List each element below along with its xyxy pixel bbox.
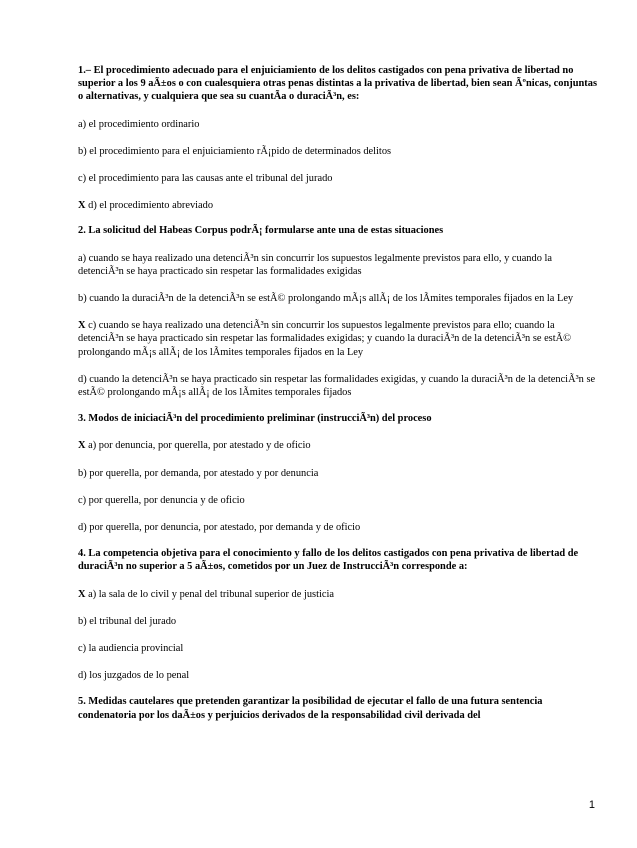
answer-option-text: a) la sala de lo civil y penal del tribunal superior de justicia — [88, 588, 334, 600]
answer-option-text: a) el procedimiento ordinario — [78, 118, 200, 130]
page-number: 1 — [588, 799, 595, 811]
question-text: 1.– El procedimiento adecuado para el enjuiciamiento de los delitos castigados con pena privativa de libertad no superior a los 9 aÃ±os o con cualesquiera otras penas distintas a la privativa de libertad, bien sean Ãºnicas, conjuntas o alternativas, y cualquiera que sea su cuantÃa o duraciÃ³n, es: — [78, 65, 597, 103]
question-text: 5. Medidas cautelares que pretenden garantizar la posibilidad de ejecutar el fallo de una futura sentencia condenatoria por los daÃ±os y perjuicios derivados de la responsabilidad civil derivada del — [78, 696, 543, 721]
correct-answer-marker: X — [78, 588, 86, 600]
answer-option-text: d) el procedimiento abreviado — [88, 200, 214, 212]
correct-answer-marker: X — [78, 320, 86, 332]
answer-option — [78, 145, 598, 158]
answer-option — [78, 494, 598, 507]
answer-option-text: d) los juzgados de lo penal — [78, 670, 190, 682]
answer-option — [78, 615, 598, 628]
answer-option-text: a) cuando se haya realizado una detenciÃ³n sin concurrir los supuestos legalmente previstos para ello, y cuando la detenciÃ³n se haya practicado sin respetar las formalidades exigidas — [78, 252, 552, 277]
correct-answer-marker: X — [78, 200, 86, 212]
answer-option — [78, 467, 598, 480]
answer-option-text: d) cuando la detenciÃ³n se haya practicado sin respetar las formalidades exigidas, y cuando la duraciÃ³n de la detenciÃ³n se estÃ© prolongando mÃ¡s allÃ¡ de los lÃmites temporales fijados — [78, 373, 596, 399]
answer-option — [78, 669, 598, 682]
answer-option-text: c) el procedimiento para las causas ante el tribunal del jurado — [78, 173, 333, 185]
answer-option — [78, 439, 598, 452]
answer-option — [78, 199, 598, 212]
answer-option-text: c) la audiencia provincial — [78, 643, 184, 655]
correct-answer-marker: X — [78, 440, 86, 452]
answer-option — [78, 252, 598, 278]
question-text: 4. La competencia objetiva para el conocimiento y fallo de los delitos castigados con pena privativa de libertad de duraciÃ³n no superior a 5 aÃ±os, cometidos por un Juez de InstrucciÃ³n corresponde a: — [78, 548, 579, 573]
question-text: 3. Modos de iniciaciÃ³n del procedimiento preliminar (instrucciÃ³n) del proceso — [78, 413, 432, 425]
answer-option — [78, 373, 598, 399]
answer-option — [78, 521, 598, 534]
answer-option — [78, 588, 598, 601]
answer-option-text: b) el procedimiento para el enjuiciamiento rÃ¡pido de determinados delitos — [78, 145, 392, 157]
answer-option — [78, 172, 598, 185]
question-text: 2. La solicitud del Habeas Corpus podrÃ¡ formularse ante una de estas situaciones — [78, 225, 444, 237]
answer-option-text: b) por querella, por demanda, por atestado y por denuncia — [78, 467, 319, 479]
answer-option — [78, 292, 598, 305]
answer-option-text: b) el tribunal del jurado — [78, 615, 177, 627]
answer-option-text: c) cuando se haya realizado una detenciÃ³n sin concurrir los supuestos legalmente previstos para ello; cuando la detenciÃ³n se haya practicado sin respetar las formalidades exigidas; y cuando la duraciÃ³n de la detenciÃ³n se estÃ© prolongando mÃ¡s allÃ¡ de los lÃmites temporales fijados en la Ley — [78, 320, 572, 358]
answer-option-text: b) cuando la duraciÃ³n de la detenciÃ³n se estÃ© prolongando mÃ¡s allÃ¡ de los lÃmites temporales fijados en la Ley — [78, 293, 574, 305]
answer-option-text: d) por querella, por denuncia, por atestado, por demanda y de oficio — [78, 522, 361, 534]
answer-option — [78, 319, 598, 359]
answer-option — [78, 642, 598, 655]
answer-option-text: a) por denuncia, por querella, por atestado y de oficio — [88, 440, 311, 452]
answer-option — [78, 118, 598, 131]
question-list — [78, 64, 598, 722]
answer-option-text: c) por querella, por denuncia y de oficio — [78, 494, 245, 506]
